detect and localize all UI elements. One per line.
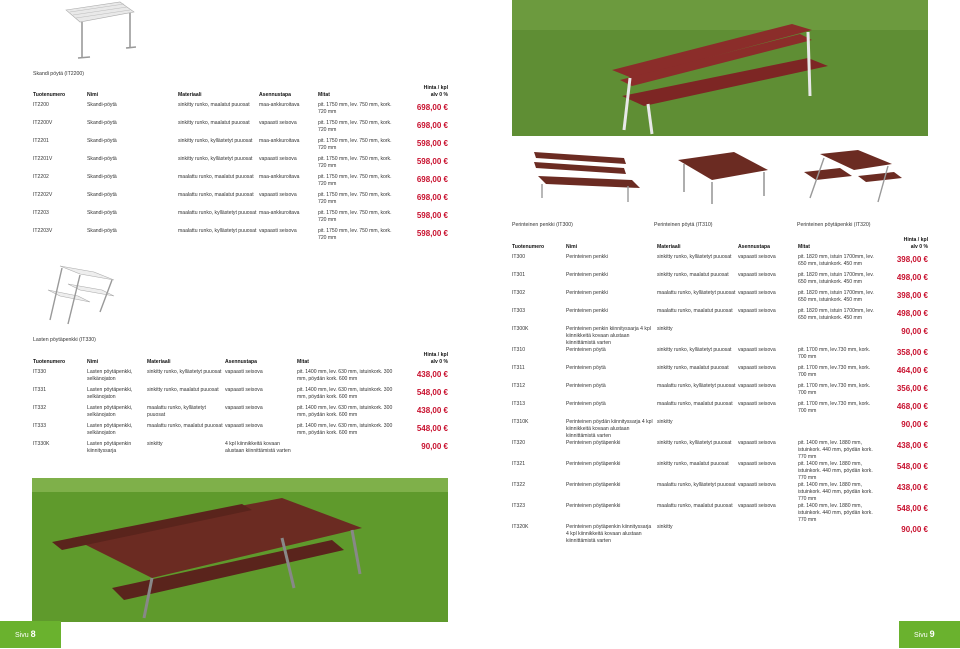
mounting: vapaasti seisova — [259, 120, 297, 127]
mounting: vapaasti seisova — [738, 503, 776, 510]
price: 598,00 € — [416, 211, 448, 221]
product-name: Skandi-pöytä — [87, 192, 117, 199]
mounting: vapaasti seisova — [225, 405, 263, 412]
footer-label: Sivu — [15, 632, 29, 639]
material: maalattu runko, maalatut puuosat — [178, 174, 254, 181]
material: maalattu runko, maalatut puuosat — [147, 423, 223, 430]
mounting: vapaasti seisova — [225, 423, 263, 430]
mounting: vapaasti seisova — [738, 290, 776, 297]
material: sinkitty runko, maalatut puuosat — [657, 365, 729, 372]
bench-caption: Perinteinen penkki (IT300) — [512, 222, 573, 228]
table-row — [512, 347, 928, 365]
col-hinta-label: Hinta / kpl — [423, 85, 448, 91]
material: maalattu runko, kyllästetyt puuosat — [657, 290, 736, 297]
mounting: vapaasti seisova — [738, 347, 776, 354]
mounting: vapaasti seisova — [259, 192, 297, 199]
price: 698,00 € — [416, 103, 448, 113]
table-caption: Perinteinen pöytä (IT310) — [654, 222, 713, 228]
dimensions: pit. 1750 mm, lev. 750 mm, kork. 720 mm — [318, 228, 392, 242]
mounting: vapaasti seisova — [738, 461, 776, 468]
price: 548,00 € — [416, 388, 448, 398]
price: 438,00 € — [896, 483, 928, 493]
mounting: 4 kpl kiinnikkeitä kovaan alustaan kiinnittämistä varten — [225, 441, 291, 455]
product-name: Perinteinen pöytä — [566, 401, 606, 408]
product-code: IT2202 — [33, 174, 49, 181]
dimensions: pit. 1700 mm, lev.730 mm, kork. 700 mm — [798, 401, 871, 415]
table-row — [33, 156, 448, 174]
col-asennustapa: Asennustapa — [259, 92, 291, 99]
material: maalattu runko, maalatut puuosat — [657, 401, 733, 408]
dimensions: pit. 1750 mm, lev. 750 mm, kork. 720 mm — [318, 138, 392, 152]
table-row — [512, 482, 928, 503]
table-row — [512, 524, 928, 545]
price: 438,00 € — [416, 370, 448, 380]
product-name: Skandi-pöytä — [87, 210, 117, 217]
product-name: Skandi-pöytä — [87, 120, 117, 127]
col-nimi: Nimi — [87, 92, 99, 99]
bench-photo-on-grass — [512, 0, 928, 136]
product-name: Skandi-pöytä — [87, 228, 117, 235]
price: 90,00 € — [901, 327, 928, 337]
material: maalattu runko, kyllästetyt puuosat — [178, 228, 257, 235]
table-header-row — [512, 237, 928, 254]
product-name: Skandi-pöytä — [87, 156, 117, 163]
price: 698,00 € — [416, 121, 448, 131]
material: sinkitty runko, maalatut puuosat — [657, 272, 729, 279]
table-photo — [672, 148, 772, 206]
price: 698,00 € — [416, 193, 448, 203]
dimensions: pit. 1400 mm, lev. 630 mm, istuinkork. 300 mm, pöydän kork. 600 mm — [297, 423, 393, 437]
material: sinkitty — [657, 524, 673, 531]
table-header-row — [33, 85, 448, 102]
col-alv-label: alv 0 % — [910, 244, 928, 251]
table-row — [33, 228, 448, 246]
dimensions — [798, 326, 878, 347]
product-code: IT2203V — [33, 228, 53, 235]
page-number: 8 — [30, 629, 36, 639]
product-code: IT302 — [512, 290, 526, 297]
table-row — [33, 138, 448, 156]
col-tuotenumero: Tuotenumero — [33, 359, 66, 366]
product-name: Perinteinen penkki — [566, 254, 608, 261]
product-code: IT320K — [512, 524, 529, 531]
table-row — [512, 272, 928, 290]
table-row — [33, 192, 448, 210]
table-row — [512, 326, 928, 347]
footer-right — [899, 621, 960, 648]
price: 438,00 € — [416, 406, 448, 416]
col-mitat: Mitat — [798, 244, 810, 251]
kids-picnic-table-photo — [42, 262, 118, 326]
price: 358,00 € — [896, 348, 928, 358]
product-code: IT331 — [33, 387, 47, 394]
mounting: vapaasti seisova — [738, 254, 776, 261]
product-code: IT310K — [512, 419, 529, 426]
material: maalattu runko, kyllästetyt puuosat — [178, 210, 257, 217]
table-row — [512, 365, 928, 383]
dimensions: pit. 1750 mm, lev. 750 mm, kork. 720 mm — [318, 102, 392, 116]
dimensions: pit. 1750 mm, lev. 750 mm, kork. 720 mm — [318, 192, 392, 206]
dimensions: pit. 1820 mm, istuin 1700mm, lev. 650 mm, istuinkork. 450 mm — [798, 254, 874, 268]
skandi-rows — [33, 102, 448, 246]
table-row — [512, 290, 928, 308]
mounting: maa-ankkuroitava — [259, 174, 300, 181]
material: maalattu runko, kyllästetyt puuosat — [147, 405, 206, 419]
material: sinkitty runko, kyllästetyt puuosat — [657, 347, 732, 354]
material: sinkitty runko, kyllästetyt puuosat — [178, 138, 253, 145]
table-row — [512, 461, 928, 482]
product-name: Skandi-pöytä — [87, 174, 117, 181]
price: 398,00 € — [896, 255, 928, 265]
table-row — [33, 423, 448, 441]
mounting: vapaasti seisova — [738, 383, 776, 390]
skandi-table-photo — [60, 0, 136, 62]
mounting: maa-ankkuroitava — [259, 210, 300, 217]
bench-photo — [528, 144, 646, 204]
mounting: vapaasti seisova — [259, 156, 297, 163]
col-nimi: Nimi — [566, 244, 578, 251]
table-row — [33, 102, 448, 120]
material: sinkitty runko, kyllästetyt puuosat — [178, 156, 253, 163]
mounting: vapaasti seisova — [225, 387, 263, 394]
dimensions: pit. 1750 mm, lev. 750 mm, kork. 720 mm — [318, 210, 392, 224]
product-code: IT2200V — [33, 120, 53, 127]
material: sinkitty runko, maalatut puuosat — [147, 387, 219, 394]
col-hinta — [878, 237, 928, 254]
table-row — [33, 174, 448, 192]
mounting — [738, 524, 798, 545]
col-alv-label: alv 0 % — [430, 359, 448, 366]
table-row — [33, 405, 448, 423]
price: 548,00 € — [416, 424, 448, 434]
dimensions: pit. 1400 mm, lev. 1880 mm, istuinkork. 440 mm, pöydän kork. 770 mm — [798, 503, 873, 524]
col-alv-label: alv 0 % — [430, 92, 448, 99]
col-materiaali: Materiaali — [147, 359, 171, 366]
dimensions: pit. 1750 mm, lev. 750 mm, kork. 720 mm — [318, 174, 392, 188]
product-code: IT323 — [512, 503, 526, 510]
product-name: Perinteinen pöydän kiinnityssarja 4 kpl kiinnikkeitä kovaan alustaan kiinnittämistä varten — [566, 419, 653, 440]
material: sinkitty runko, maalatut puuosat — [657, 461, 729, 468]
dimensions — [798, 419, 878, 440]
product-name: Lasten pöytäpenkki, selkänojaton — [87, 369, 133, 383]
product-name: Skandi-pöytä — [87, 138, 117, 145]
table-row — [512, 383, 928, 401]
price: 438,00 € — [896, 441, 928, 451]
col-nimi: Nimi — [87, 359, 99, 366]
product-name: Perinteinen pöytäpenkki — [566, 503, 621, 510]
dimensions: pit. 1700 mm, lev.730 mm, kork. 700 mm — [798, 365, 871, 379]
dimensions: pit. 1700 mm, lev.730 mm, kork. 700 mm — [798, 347, 871, 361]
kids-product-table — [33, 352, 448, 459]
product-code: IT301 — [512, 272, 526, 279]
product-code: IT332 — [33, 405, 47, 412]
skandi-caption: Skandi pöytä (IT2200) — [33, 71, 85, 77]
material: maalattu runko, maalatut puuosat — [657, 308, 733, 315]
skandi-product-table — [33, 85, 448, 246]
footer-label: Sivu — [914, 632, 928, 639]
material: sinkitty runko, kyllästetyt puuosat — [657, 440, 732, 447]
dimensions: pit. 1820 mm, istuin 1700mm, lev. 650 mm, istuinkork. 450 mm — [798, 290, 874, 304]
product-name: Perinteinen penkin kiinnityssarja 4 kpl kiinnikkeitä kovaan alustaan kiinnittämistä varten — [566, 326, 651, 347]
material: maalattu runko, kyllästetyt puuosat — [657, 383, 736, 390]
price: 548,00 € — [896, 462, 928, 472]
table-bench-photo — [800, 146, 904, 206]
product-name: Lasten pöytäpenkin kiinnityssarja — [87, 441, 132, 455]
price: 548,00 € — [896, 504, 928, 514]
table-row — [33, 387, 448, 405]
product-code: IT320 — [512, 440, 526, 447]
price: 498,00 € — [896, 309, 928, 319]
table-header-row — [33, 352, 448, 369]
product-code: IT311 — [512, 365, 525, 372]
product-code: IT2203 — [33, 210, 49, 217]
table-row — [33, 441, 448, 459]
product-code: IT2201V — [33, 156, 53, 163]
footer-left — [0, 621, 61, 648]
product-name: Lasten pöytäpenkki, selkänojaton — [87, 405, 133, 419]
product-code: IT303 — [512, 308, 526, 315]
dimensions: pit. 1400 mm, lev. 630 mm, istuinkork. 300 mm, pöydän kork. 600 mm — [297, 369, 393, 383]
price: 90,00 € — [901, 420, 928, 430]
price: 598,00 € — [416, 229, 448, 239]
material: sinkitty — [147, 441, 163, 448]
price: 464,00 € — [896, 366, 928, 376]
mounting: vapaasti seisova — [738, 365, 776, 372]
material: maalattu runko, maalatut puuosat — [178, 192, 254, 199]
product-code: IT2202V — [33, 192, 53, 199]
product-code: IT333 — [33, 423, 47, 430]
col-mitat: Mitat — [318, 92, 330, 99]
price: 598,00 € — [416, 139, 448, 149]
dimensions: pit. 1750 mm, lev. 750 mm, kork. 720 mm — [318, 156, 392, 170]
dimensions: pit. 1400 mm, lev. 630 mm, istuinkork. 300 mm, pöydän kork. 600 mm — [297, 387, 393, 401]
product-code: IT313 — [512, 401, 526, 408]
product-code: IT300K — [512, 326, 529, 333]
mounting: vapaasti seisova — [225, 369, 263, 376]
mounting: vapaasti seisova — [738, 308, 776, 315]
col-hinta — [397, 352, 448, 369]
product-code: IT310 — [512, 347, 526, 354]
table-bench-caption: Perinteinen pöytäpenkki (IT320) — [797, 222, 871, 228]
mounting: vapaasti seisova — [259, 228, 297, 235]
product-name: Perinteinen penkki — [566, 272, 608, 279]
product-name: Perinteinen pöytä — [566, 365, 606, 372]
dimensions: pit. 1820 mm, istuin 1700mm, lev. 650 mm, istuinkork. 450 mm — [798, 272, 874, 286]
table-row — [512, 401, 928, 419]
table-row — [512, 440, 928, 461]
product-name: Lasten pöytäpenkki, selkänojaton — [87, 387, 133, 401]
traditional-rows — [512, 254, 928, 545]
page-number: 9 — [929, 629, 935, 639]
price: 598,00 € — [416, 157, 448, 167]
mounting — [738, 419, 798, 440]
mounting: vapaasti seisova — [738, 272, 776, 279]
material: sinkitty — [657, 326, 673, 333]
price: 356,00 € — [896, 384, 928, 394]
table-row — [33, 369, 448, 387]
product-code: IT2201 — [33, 138, 49, 145]
material: maalattu runko, kyllästetyt puuosat — [657, 482, 736, 489]
dimensions — [297, 441, 397, 459]
price: 698,00 € — [416, 175, 448, 185]
product-code: IT322 — [512, 482, 526, 489]
product-name: Perinteinen pöytäpenkki — [566, 461, 621, 468]
mounting: maa-ankkuroitava — [259, 138, 300, 145]
col-hinta — [398, 85, 448, 102]
dimensions: pit. 1700 mm, lev.730 mm, kork. 700 mm — [798, 383, 871, 397]
mounting: vapaasti seisova — [738, 440, 776, 447]
table-row — [33, 210, 448, 228]
mounting: vapaasti seisova — [738, 401, 776, 408]
col-materiaali: Materiaali — [657, 244, 681, 251]
col-asennustapa: Asennustapa — [225, 359, 257, 366]
dimensions: pit. 1820 mm, istuin 1700mm, lev. 650 mm, istuinkork. 450 mm — [798, 308, 874, 322]
product-code: IT300 — [512, 254, 526, 261]
product-code: IT312 — [512, 383, 526, 390]
kids-table-caption: Lasten pöytäpenkki (IT330) — [33, 337, 96, 343]
col-mitat: Mitat — [297, 359, 309, 366]
product-name: Skandi-pöytä — [87, 102, 117, 109]
price: 498,00 € — [896, 273, 928, 283]
col-hinta-label: Hinta / kpl — [903, 237, 928, 243]
kids-rows — [33, 369, 448, 459]
dimensions: pit. 1750 mm, lev. 750 mm, kork. 720 mm — [318, 120, 392, 134]
product-code: IT2200 — [33, 102, 49, 109]
mounting: maa-ankkuroitava — [259, 102, 300, 109]
price: 90,00 € — [421, 442, 448, 452]
table-row — [33, 120, 448, 138]
product-code: IT330K — [33, 441, 50, 448]
material: sinkitty runko, maalatut puuosat — [178, 120, 250, 127]
dimensions: pit. 1400 mm, lev. 1880 mm, istuinkork. 440 mm, pöydän kork. 770 mm — [798, 461, 873, 482]
table-row — [512, 254, 928, 272]
dimensions: pit. 1400 mm, lev. 1880 mm, istuinkork. 440 mm, pöydän kork. 770 mm — [798, 482, 873, 503]
product-name: Perinteinen penkki — [566, 308, 608, 315]
price: 468,00 € — [896, 402, 928, 412]
product-code: IT330 — [33, 369, 47, 376]
material: sinkitty runko, maalatut puuosat — [178, 102, 250, 109]
product-name: Perinteinen pöytäpenkki — [566, 482, 621, 489]
material: sinkitty runko, kyllästetyt puuosat — [657, 254, 732, 261]
dimensions — [798, 524, 878, 545]
picnic-table-photo-on-lawn — [32, 478, 448, 622]
product-name: Perinteinen penkki — [566, 290, 608, 297]
col-tuotenumero: Tuotenumero — [512, 244, 545, 251]
product-name: Perinteinen pöytäpenkki — [566, 440, 621, 447]
product-name: Perinteinen pöytä — [566, 347, 606, 354]
price: 90,00 € — [901, 525, 928, 535]
product-name: Perinteinen pöytäpenkin kiinnityssarja 4 kpl kiinnikkeitä kovaan alustaan kiinnittämistä varten — [566, 524, 652, 545]
dimensions: pit. 1400 mm, lev. 1880 mm, istuinkork. 440 mm, pöydän kork. 770 mm — [798, 440, 873, 461]
table-row — [512, 308, 928, 326]
col-asennustapa: Asennustapa — [738, 244, 770, 251]
col-materiaali: Materiaali — [178, 92, 202, 99]
material: sinkitty runko, kyllästetyt puuosat — [147, 369, 222, 376]
mounting — [738, 326, 798, 347]
material: maalattu runko, maalatut puuosat — [657, 503, 733, 510]
dimensions: pit. 1400 mm, lev. 630 mm, istuinkork. 300 mm, pöydän kork. 600 mm — [297, 405, 393, 419]
product-name: Lasten pöytäpenkki, selkänojaton — [87, 423, 133, 437]
price: 398,00 € — [896, 291, 928, 301]
table-row — [512, 419, 928, 440]
mounting: vapaasti seisova — [738, 482, 776, 489]
product-code: IT321 — [512, 461, 526, 468]
material: sinkitty — [657, 419, 673, 426]
col-tuotenumero: Tuotenumero — [33, 92, 66, 99]
traditional-product-table — [512, 237, 928, 545]
col-hinta-label: Hinta / kpl — [423, 352, 448, 358]
table-row — [512, 503, 928, 524]
product-name: Perinteinen pöytä — [566, 383, 606, 390]
